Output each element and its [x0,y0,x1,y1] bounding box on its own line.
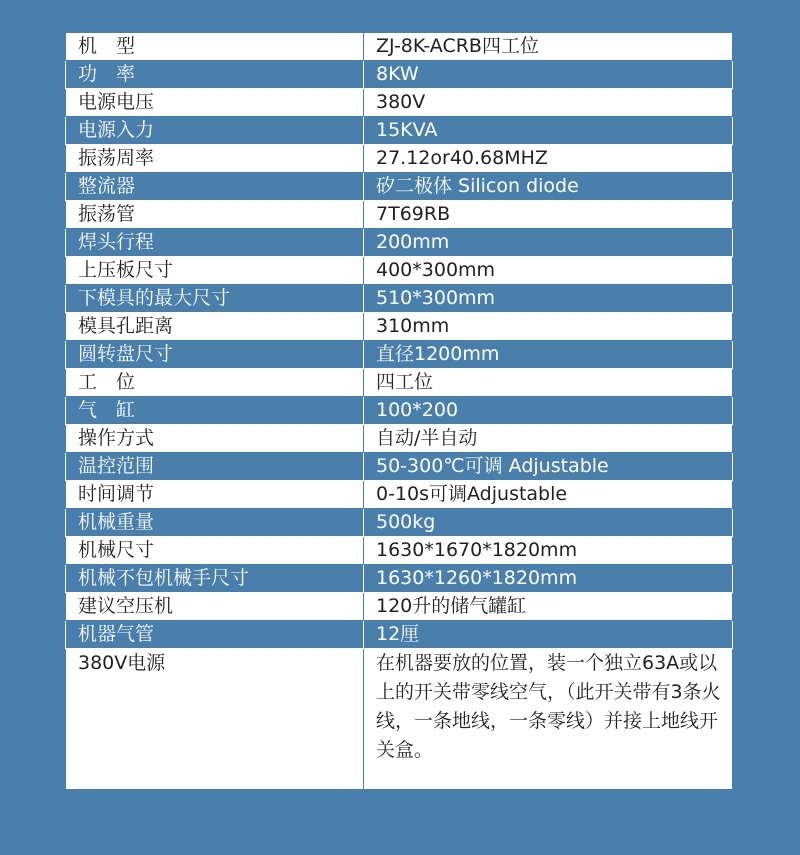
spec-label: 上压板尺寸 [66,257,364,285]
spec-value: 200mm [364,229,733,257]
spec-value: 0-10s可调Adjustable [364,481,733,509]
spec-label: 建议空压机 [66,593,364,621]
spec-label: 工 位 [66,369,364,397]
spec-label: 电源电压 [66,89,364,117]
table-row [66,61,733,89]
table-row [66,89,733,117]
spec-label: 温控范围 [66,453,364,481]
table-row [66,593,733,621]
table-row [66,537,733,565]
table-row [66,257,733,285]
table-row [66,33,733,61]
spec-value: 100*200 [364,397,733,425]
spec-value: 500kg [364,509,733,537]
table-row [66,313,733,341]
spec-table-body [66,33,733,790]
table-row [66,425,733,453]
table-row [66,117,733,145]
table-row [66,173,733,201]
spec-value: 1630*1670*1820mm [364,537,733,565]
spec-value: 7T69RB [364,201,733,229]
spec-value: 510*300mm [364,285,733,313]
table-row [66,621,733,649]
spec-label: 操作方式 [66,425,364,453]
spec-value: 15KVA [364,117,733,145]
spec-label: 机械尺寸 [66,537,364,565]
spec-label: 下模具的最大尺寸 [66,285,364,313]
spec-value: 120升的储气罐缸 [364,593,733,621]
spec-label: 振荡周率 [66,145,364,173]
table-row [66,369,733,397]
spec-label: 模具孔距离 [66,313,364,341]
spec-label: 机械重量 [66,509,364,537]
spec-table [65,32,733,790]
spec-label: 整流器 [66,173,364,201]
spec-label: 焊头行程 [66,229,364,257]
table-row [66,201,733,229]
spec-value: 50-300℃可调 Adjustable [364,453,733,481]
spec-value: 27.12or40.68MHZ [364,145,733,173]
spec-value: 400*300mm [364,257,733,285]
spec-label: 时间调节 [66,481,364,509]
spec-label: 圆转盘尺寸 [66,341,364,369]
spec-label: 气 缸 [66,397,364,425]
spec-value: 在机器要放的位置，装一个独立63A或以上的开关带零线空气，（此开关带有3条火线，一条地线，一条零线）并接上地线开关盒。 [364,649,733,790]
table-row [66,145,733,173]
spec-label: 电源入力 [66,117,364,145]
spec-value: 四工位 [364,369,733,397]
table-row [66,341,733,369]
spec-label: 功 率 [66,61,364,89]
spec-value: 自动/半自动 [364,425,733,453]
spec-value: 直径1200mm [364,341,733,369]
table-row [66,509,733,537]
spec-value: 12厘 [364,621,733,649]
spec-label: 机 型 [66,33,364,61]
spec-label: 380V电源 [66,649,364,790]
table-row [66,481,733,509]
spec-label: 振荡管 [66,201,364,229]
table-row [66,285,733,313]
spec-value: ZJ-8K-ACRB四工位 [364,33,733,61]
spec-value: 310mm [364,313,733,341]
table-row [66,229,733,257]
table-row [66,397,733,425]
spec-label: 机器气管 [66,621,364,649]
spec-value: 矽二极体 Silicon diode [364,173,733,201]
spec-value: 380V [364,89,733,117]
table-row [66,453,733,481]
spec-label: 机械不包机械手尺寸 [66,565,364,593]
spec-value: 8KW [364,61,733,89]
table-row [66,565,733,593]
table-row [66,649,733,790]
spec-value: 1630*1260*1820mm [364,565,733,593]
